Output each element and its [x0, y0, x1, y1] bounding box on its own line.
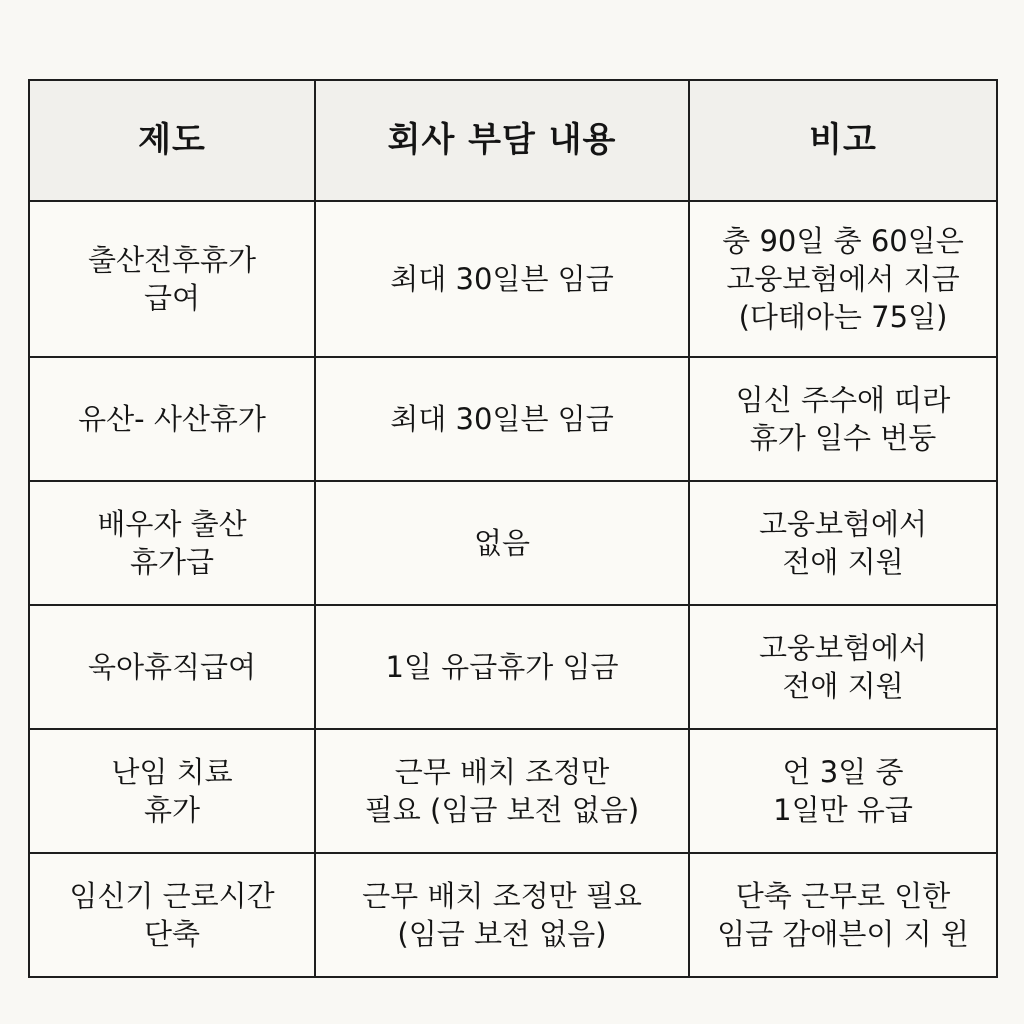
cell-remarks: 고웅보험에서 전애 지원 [689, 605, 997, 729]
table-row [29, 201, 997, 357]
cell-remarks: 충 90일 충 60일은 고웅보험에서 지금 (다태아는 75일) [689, 201, 997, 357]
cell-remarks: 고웅보험에서 전애 지원 [689, 481, 997, 605]
table-row [29, 853, 997, 977]
header-system: 제도 [29, 80, 315, 201]
cell-system: 유산- 사산휴가 [29, 357, 315, 481]
header-row [29, 80, 997, 201]
cell-company-burden: 근무 배치 조정만 필요 (임금 보전 없음) [315, 853, 689, 977]
cell-system: 임신기 근로시간 단축 [29, 853, 315, 977]
table-row [29, 481, 997, 605]
cell-company-burden: 최대 30일븐 임금 [315, 201, 689, 357]
cell-remarks: 임신 주수애 띠라 휴가 일수 번둥 [689, 357, 997, 481]
header-remarks: 비고 [689, 80, 997, 201]
header-company-burden: 회사 부담 내용 [315, 80, 689, 201]
cell-system: 출산전후휴가 급여 [29, 201, 315, 357]
cell-system: 배우자 출산 휴가급 [29, 481, 315, 605]
cell-system: 욱아휴직급여 [29, 605, 315, 729]
cell-system: 난임 치료 휴가 [29, 729, 315, 853]
cell-remarks: 언 3일 중 1일만 유급 [689, 729, 997, 853]
table-row [29, 605, 997, 729]
cell-company-burden: 없음 [315, 481, 689, 605]
cell-remarks: 단축 근무로 인한 임금 감애븐이 지 윈 [689, 853, 997, 977]
table-row [29, 357, 997, 481]
table-row [29, 729, 997, 853]
cell-company-burden: 최대 30일븐 임금 [315, 357, 689, 481]
benefit-table [28, 79, 998, 978]
cell-company-burden: 근무 배치 조정만 필요 (임금 보전 없음) [315, 729, 689, 853]
cell-company-burden: 1일 유급휴가 임금 [315, 605, 689, 729]
